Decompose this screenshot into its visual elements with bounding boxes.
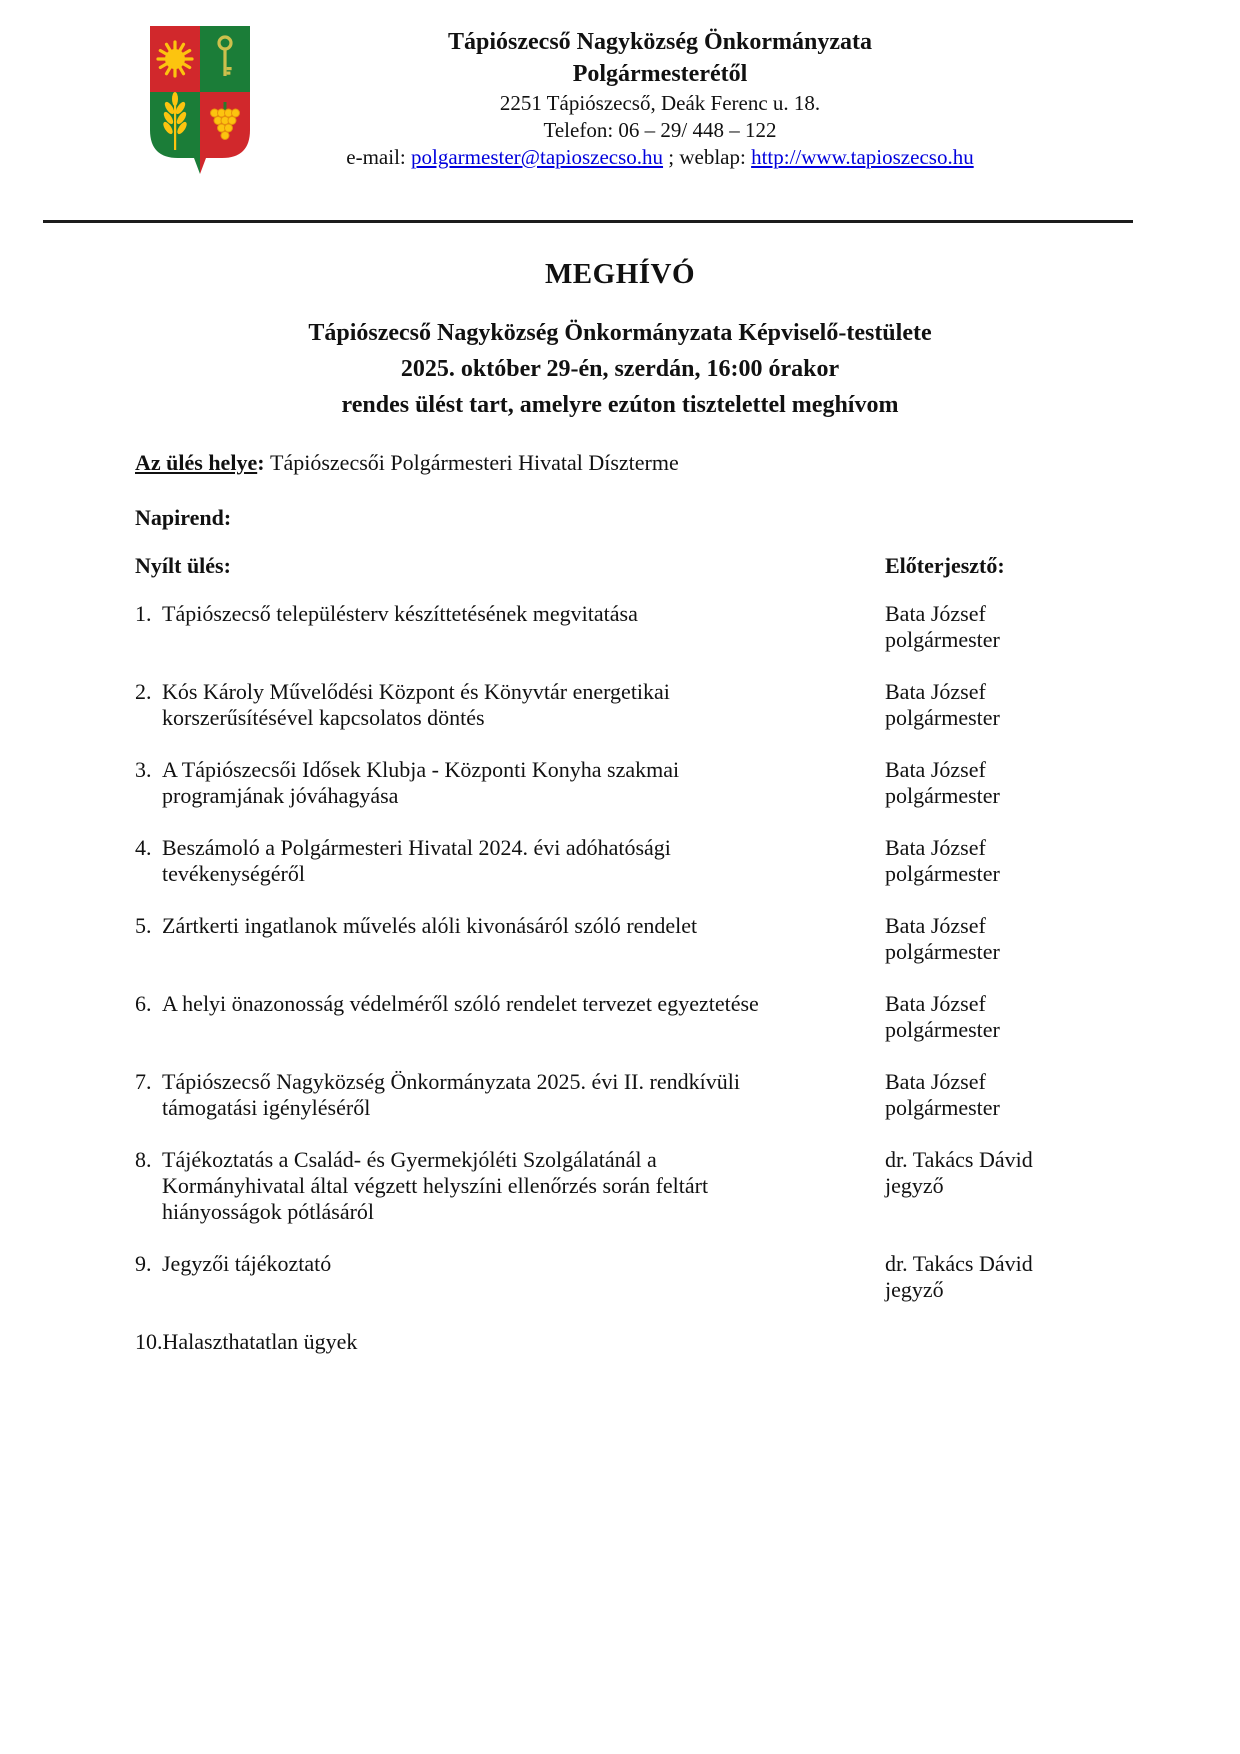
weblap-prefix: ; weblap: [663, 145, 752, 169]
email-link[interactable]: polgarmester@tapioszecso.hu [411, 145, 664, 169]
document-title: MEGHÍVÓ [544, 258, 696, 290]
item-number: 10. [135, 1329, 163, 1354]
item-presenter: Bata József polgármester [885, 601, 1000, 652]
address-line: 2251 Tápiószecső, Deák Ferenc u. 18. [499, 91, 821, 115]
agenda-row [135, 1329, 1240, 1355]
session-type-heading: Nyílt ülés: [135, 553, 231, 578]
item-number: 5. [135, 913, 152, 938]
agenda-row [135, 679, 1240, 731]
item-text: Tápiószecső Nagyközség Önkormányzata 2025. évi II. rendkívüli támogatási igényléséről [162, 1069, 740, 1120]
item-text: Tájékoztatás a Család- és Gyermekjóléti Szolgálatánál a Kormányhivatal által végzett helyszíni ellenőrzés során feltárt hiányosságok pótlásáról [162, 1147, 709, 1224]
item-number: 3. [135, 757, 152, 782]
item-presenter: dr. Takács Dávid jegyző [885, 1147, 1033, 1198]
website-link[interactable]: http://www.tapioszecso.hu [751, 145, 974, 169]
item-text: Kós Károly Művelődési Központ és Könyvtár energetikai korszerűsítésével kapcsolatos döntés [162, 679, 670, 730]
item-text: Halaszthatatlan ügyek [162, 1329, 358, 1354]
item-number: 2. [135, 679, 152, 704]
item-number: 7. [135, 1069, 152, 1094]
agenda-row [135, 991, 1240, 1043]
agenda-row [135, 757, 1240, 809]
item-presenter: Bata József polgármester [885, 679, 1000, 730]
header-divider [43, 220, 1133, 223]
agenda-row [135, 835, 1240, 887]
agenda-row [135, 601, 1240, 653]
email-prefix: e-mail: [346, 145, 412, 169]
office-name: Polgármesterétől [572, 61, 748, 87]
agenda-row [135, 1147, 1240, 1225]
item-text: Jegyzői tájékoztató [162, 1251, 332, 1276]
item-number: 8. [135, 1147, 152, 1172]
coat-of-arms [148, 24, 252, 176]
venue-colon: : [257, 450, 271, 475]
letterhead-text [300, 0, 1020, 171]
organization-name: Tápiószecső Nagyközség Önkormányzata [448, 29, 872, 55]
venue-value: Tápiószecsői Polgármesteri Hivatal Díszterme [270, 450, 679, 475]
item-presenter: Bata József polgármester [885, 757, 1000, 808]
item-presenter: dr. Takács Dávid jegyző [885, 1251, 1033, 1302]
item-presenter: Bata József polgármester [885, 991, 1000, 1042]
venue-line [135, 449, 1240, 476]
presenter-column-heading: Előterjesztő: [885, 553, 1005, 578]
item-text: Beszámoló a Polgármesteri Hivatal 2024. évi adóhatósági tevékenységéről [162, 835, 671, 886]
item-text: Zártkerti ingatlanok művelés alóli kivonásáról szóló rendelet [162, 913, 698, 938]
phone-line: Telefon: 06 – 29/ 448 – 122 [543, 118, 777, 142]
item-number: 4. [135, 835, 152, 860]
item-number: 1. [135, 601, 152, 626]
agenda-list [135, 601, 1240, 1355]
agenda-row [135, 1251, 1240, 1303]
item-presenter: Bata József polgármester [885, 1069, 1000, 1120]
item-text: Tápiószecső településterv készíttetésének megvitatása [162, 601, 638, 626]
item-presenter: Bata József polgármester [885, 835, 1000, 886]
agenda-row [135, 913, 1240, 965]
item-presenter: Bata József polgármester [885, 913, 1000, 964]
venue-label: Az ülés helye [135, 450, 258, 475]
item-text: A Tápiószecsői Idősek Klubja - Központi Konyha szakmai programjának jóváhagyása [162, 757, 680, 808]
item-text: A helyi önazonosság védelméről szóló rendelet tervezet egyeztetése [162, 991, 759, 1016]
item-number: 6. [135, 991, 152, 1016]
columns-header [135, 553, 1240, 579]
letterhead [0, 0, 1240, 182]
contact-line [300, 144, 1020, 171]
agenda-heading: Napirend: [135, 505, 232, 530]
agenda-row [135, 1069, 1240, 1121]
item-number: 9. [135, 1251, 152, 1276]
intro-paragraph: Tápiószecső Nagyközség Önkormányzata Képviselő-testülete 2025. október 29-én, szerdán, 16:00 órakor rendes ülést tart, amelyre ezúton tisztelettel meghívom [308, 320, 932, 418]
item-presenter [885, 1329, 1145, 1355]
